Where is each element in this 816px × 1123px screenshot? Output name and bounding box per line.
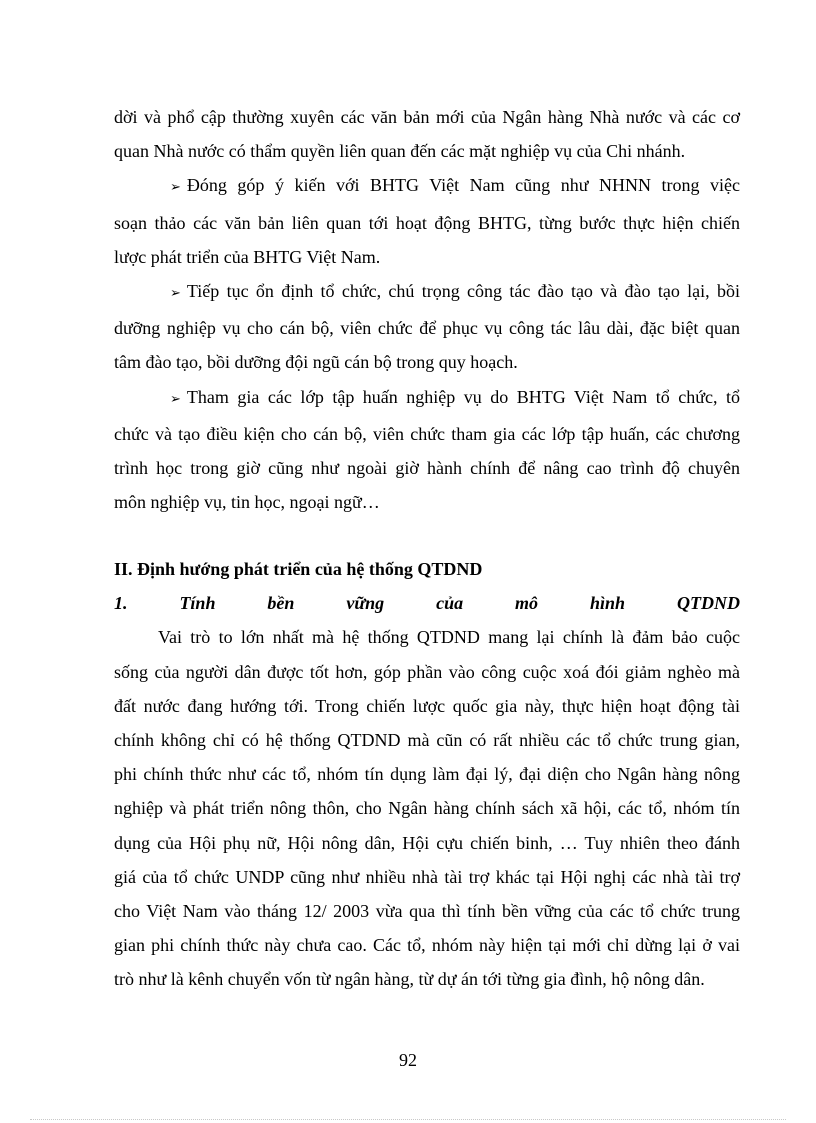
text-line: chức và tạo điều kiện cho cán bộ, viên chức tham gia các lớp tập huấn, các chương: [114, 423, 740, 444]
text-line: dụng của Hội phụ nữ, Hội nông dân, Hội cựu chiến binh, … Tuy nhiên theo đánh: [114, 832, 740, 853]
bullet-paragraph-1: [114, 168, 740, 274]
arrow-bullet-icon: ➢: [170, 180, 181, 196]
text-line: môn nghiệp vụ, tin học, ngoại ngữ…: [114, 492, 380, 513]
text-line: ➢ Tiếp tục ổn định tổ chức, chú trọng công tác đào tạo và đào tạo lại, bồi: [170, 281, 740, 302]
text-line: dời và phổ cập thường xuyên các văn bản mới của Ngân hàng Nhà nước và các cơ: [114, 107, 740, 127]
arrow-bullet-icon: ➢: [170, 286, 181, 302]
text-line: trình học trong giờ cũng như ngoài giờ hành chính để nâng cao trình độ chuyên: [114, 458, 740, 479]
paragraph-intro: [114, 100, 740, 168]
subheading-word: Tính: [179, 593, 216, 614]
text-line: sống của người dân được tốt hơn, góp phần vào công cuộc xoá đói giảm nghèo mà: [114, 661, 740, 682]
subheading-word: hình: [589, 593, 626, 614]
page-bottom-divider: [30, 1119, 786, 1120]
subheading-word: 1.: [114, 593, 128, 614]
text-line: Vai trò to lớn nhất mà hệ thống QTDND mang lại chính là đảm bảo cuộc: [158, 627, 740, 648]
bullet-paragraph-3: [114, 380, 740, 520]
page-content: [114, 100, 740, 997]
subheading-word: QTDND: [676, 593, 740, 614]
text-line: nghiệp và phát triển nông thôn, cho Ngân hàng chính sách xã hội, các tổ, nhóm tín: [114, 798, 740, 819]
arrow-bullet-icon: ➢: [170, 391, 181, 407]
text-line: cho Việt Nam vào tháng 12/ 2003 vừa qua thì tính bền vững của các tổ chức trung: [114, 901, 740, 922]
subheading-word: bền: [267, 593, 295, 614]
text-line: chính không chỉ có hệ thống QTDND mà cũn có rất nhiều các tổ chức trung gian,: [114, 730, 740, 751]
subheading-word: vững: [346, 593, 385, 614]
text-line: dưỡng nghiệp vụ cho cán bộ, viên chức để phục vụ công tác lâu dài, đặc biệt quan: [114, 318, 740, 339]
text-line: trò như là kênh chuyển vốn từ ngân hàng, từ dự án tới từng gia đình, hộ nông dân.: [114, 969, 705, 990]
text-line: đất nước đang hướng tới. Trong chiến lược quốc gia này, thực hiện hoạt động tài: [114, 695, 740, 716]
text-line: gian phi chính thức này chưa cao. Các tổ, nhóm này hiện tại mới chỉ dừng lại ở vai: [114, 935, 740, 956]
section-heading: II. Định hướng phát triển của hệ thống QTDND: [114, 559, 483, 580]
subheading-word: mô: [515, 593, 539, 614]
text-line: ➢ Tham gia các lớp tập huấn nghiệp vụ do BHTG Việt Nam tổ chức, tổ: [170, 386, 740, 407]
text-line: phi chính thức như các tổ, nhóm tín dụng làm đại lý, đại diện cho Ngân hàng nông: [114, 764, 740, 785]
text-line: ➢ Đóng góp ý kiến với BHTG Việt Nam cũng như NHNN trong việc: [170, 175, 740, 196]
bullet-paragraph-2: [114, 274, 740, 380]
text-line: soạn thảo các văn bản liên quan tới hoạt động BHTG, từng bước thực hiện chiến: [114, 212, 740, 233]
page-number: 92: [399, 1050, 417, 1070]
subsection-heading: [114, 586, 740, 620]
body-paragraph: [114, 620, 740, 996]
text-line: lược phát triển của BHTG Việt Nam.: [114, 246, 381, 267]
text-line: giá của tổ chức UNDP cũng như nhiều nhà tài trợ khác tại Hội nghị các nhà tài trợ: [114, 866, 740, 887]
text-line: tâm đào tạo, bồi dưỡng đội ngũ cán bộ trong quy hoạch.: [114, 352, 518, 373]
text-line: quan Nhà nước có thẩm quyền liên quan đến các mặt nghiệp vụ của Chi nhánh.: [114, 141, 686, 162]
subheading-word: của: [436, 593, 464, 614]
